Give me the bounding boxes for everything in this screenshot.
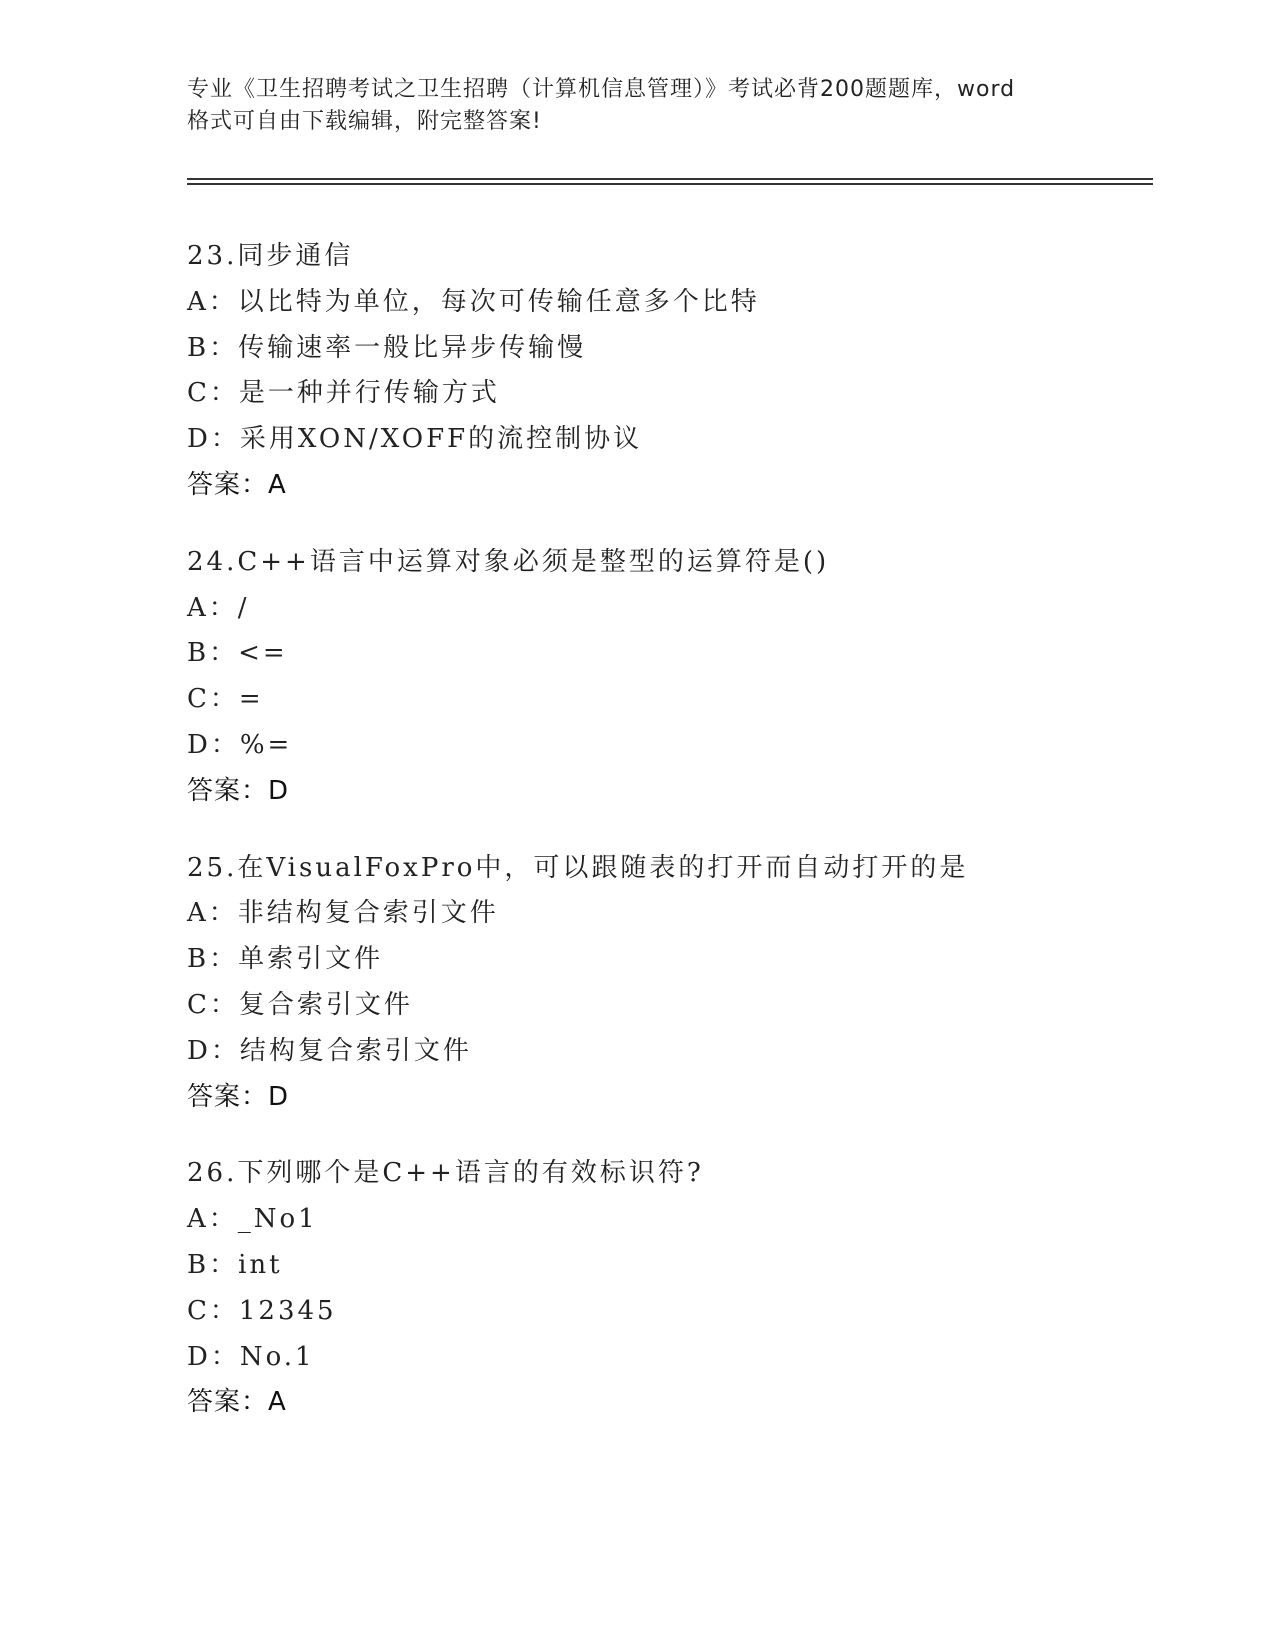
question-stem: 25.在VisualFoxPro中，可以跟随表的打开而自动打开的是 xyxy=(187,852,969,883)
option-b: B：单索引文件 xyxy=(187,944,384,975)
answer-line: 答案：A xyxy=(187,469,287,500)
header-line-2: 格式可自由下载编辑，附完整答案! xyxy=(187,109,542,134)
option-c: C：12345 xyxy=(187,1295,337,1326)
document-header xyxy=(187,74,1087,138)
question-list xyxy=(187,234,1147,1457)
option-c: C：是一种并行传输方式 xyxy=(187,378,500,409)
option-d: D：采用XON/XOFF的流控制协议 xyxy=(187,424,643,455)
answer-line: 答案：A xyxy=(187,1387,287,1418)
option-b: B：int xyxy=(187,1249,283,1280)
option-b: B：传输速率一般比异步传输慢 xyxy=(187,332,587,363)
question-stem: 26.下列哪个是C++语言的有效标识符? xyxy=(187,1158,704,1189)
question-stem: 23.同步通信 xyxy=(187,241,354,271)
question-26 xyxy=(187,1151,1147,1426)
option-a: A：以比特为单位，每次可传输任意多个比特 xyxy=(187,286,760,317)
answer-line: 答案：D xyxy=(187,1081,290,1112)
option-d: D：结构复合索引文件 xyxy=(187,1035,472,1066)
option-d: D：No.1 xyxy=(187,1341,315,1372)
header-divider-top xyxy=(187,178,1153,180)
option-a: A：非结构复合索引文件 xyxy=(187,898,499,929)
option-b: B：<= xyxy=(187,638,288,669)
option-c: C：= xyxy=(187,684,264,715)
question-25 xyxy=(187,846,1147,1121)
option-a: A：_No1 xyxy=(187,1204,318,1235)
option-d: D：%= xyxy=(187,729,293,760)
option-c: C：复合索引文件 xyxy=(187,989,413,1020)
question-24 xyxy=(187,540,1147,815)
question-stem: 24.C++语言中运算对象必须是整型的运算符是() xyxy=(187,546,830,577)
option-a: A：/ xyxy=(187,592,250,623)
header-divider-bottom xyxy=(187,183,1153,185)
answer-line: 答案：D xyxy=(187,775,290,806)
question-23 xyxy=(187,234,1147,509)
header-line-1: 专业《卫生招聘考试之卫生招聘（计算机信息管理）》考试必背200题题库，word xyxy=(187,77,1016,102)
